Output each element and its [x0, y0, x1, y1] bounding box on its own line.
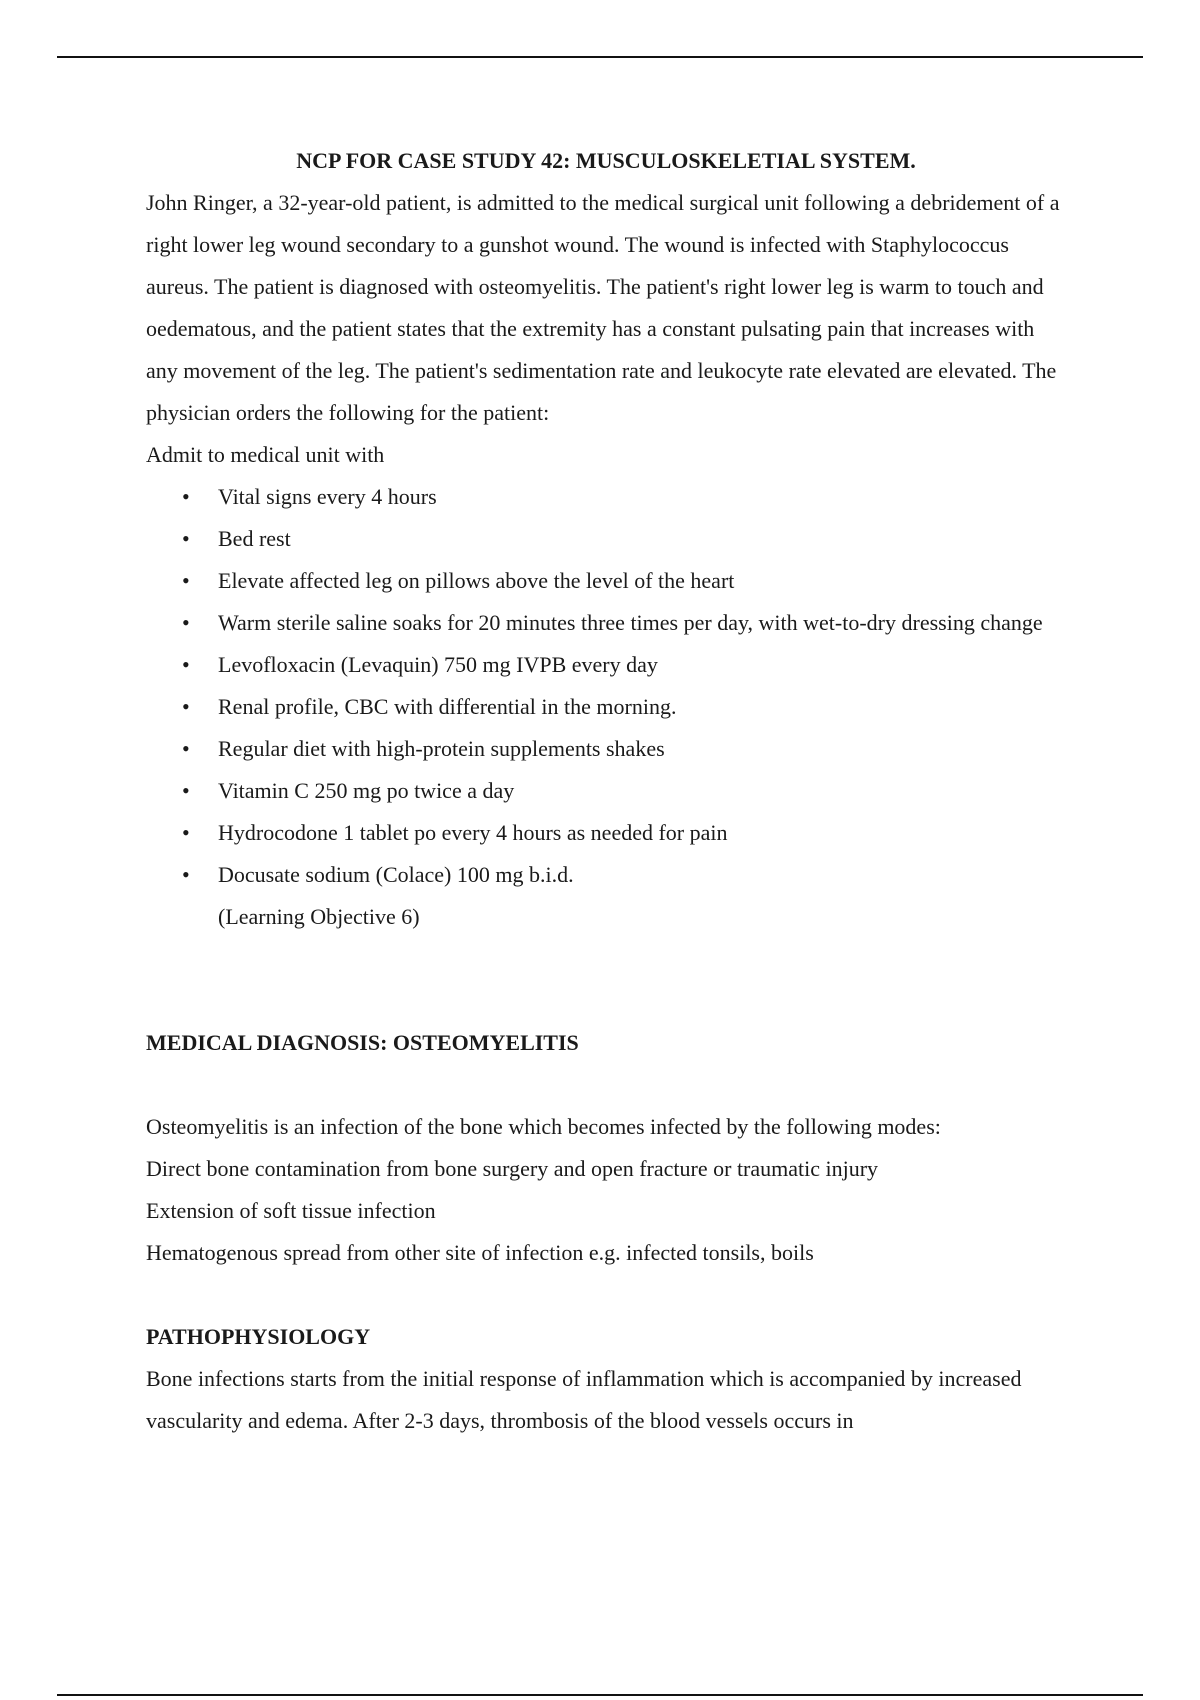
list-item: • Bed rest [146, 518, 1066, 560]
list-item: • Vital signs every 4 hours [146, 476, 1066, 518]
learning-objective: (Learning Objective 6) [218, 904, 420, 929]
admit-line: Admit to medical unit with [146, 442, 385, 467]
diagnosis-line: Hematogenous spread from other site of infection e.g. infected tonsils, boils [146, 1240, 814, 1265]
spacer [146, 1064, 1066, 1106]
bottom-rule [57, 1694, 1143, 1696]
list-item: • Vitamin C 250 mg po twice a day [146, 770, 1066, 812]
bullet-icon: • [182, 610, 190, 635]
list-item: • Regular diet with high-protein supplements shakes [146, 728, 1066, 770]
list-item: • Docusate sodium (Colace) 100 mg b.i.d. [146, 854, 1066, 896]
top-rule [57, 56, 1143, 58]
bullet-icon: • [182, 568, 190, 593]
page-title: NCP FOR CASE STUDY 42: MUSCULOSKELETIAL SYSTEM. [296, 148, 916, 173]
diagnosis-line: Osteomyelitis is an infection of the bone which becomes infected by the following modes: [146, 1114, 941, 1139]
bullet-icon: • [182, 862, 190, 887]
bullet-icon: • [182, 652, 190, 677]
diagnosis-line: Extension of soft tissue infection [146, 1198, 436, 1223]
list-item: • Levofloxacin (Levaquin) 750 mg IVPB every day [146, 644, 1066, 686]
list-item: • Warm sterile saline soaks for 20 minutes three times per day, with wet-to-dry dressing change [146, 602, 1066, 644]
spacer [146, 938, 1066, 1022]
spacer [146, 1274, 1066, 1316]
document-body [146, 140, 1066, 1442]
pathophysiology-heading: PATHOPHYSIOLOGY [146, 1324, 371, 1349]
bullet-icon: • [182, 736, 190, 761]
list-item: • Hydrocodone 1 tablet po every 4 hours as needed for pain [146, 812, 1066, 854]
diagnosis-heading: MEDICAL DIAGNOSIS: OSTEOMYELITIS [146, 1030, 579, 1055]
list-item: • Renal profile, CBC with differential in the morning. [146, 686, 1066, 728]
bullet-icon: • [182, 694, 190, 719]
bullet-icon: • [182, 778, 190, 803]
bullet-icon: • [182, 820, 190, 845]
orders-list [146, 476, 1066, 896]
diagnosis-line: Direct bone contamination from bone surgery and open fracture or traumatic injury [146, 1156, 879, 1181]
pathophysiology-paragraph: Bone infections starts from the initial response of inflammation which is accompanied by increased vascularity and edema. After 2-3 days, thrombosis of the blood vessels occurs in [146, 1366, 1022, 1433]
bullet-icon: • [182, 526, 190, 551]
bullet-icon: • [182, 484, 190, 509]
list-item: • Elevate affected leg on pillows above the level of the heart [146, 560, 1066, 602]
case-paragraph: John Ringer, a 32-year-old patient, is admitted to the medical surgical unit following a debridement of a right lower leg wound secondary to a gunshot wound. The wound is infected with Staphylococcus aureus. The patient is diagnosed with osteomyelitis. The patient's right lower leg is warm to touch and oedematous, and the patient states that the extremity has a constant pulsating pain that increases with any movement of the leg. The patient's sedimentation rate and leukocyte rate elevated are elevated. The physician orders the following for the patient: [146, 190, 1060, 425]
